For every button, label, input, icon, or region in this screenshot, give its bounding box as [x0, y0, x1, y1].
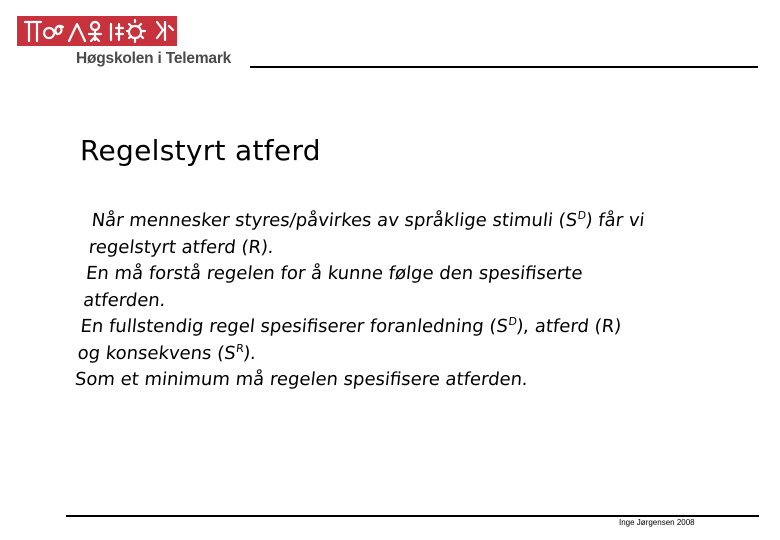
body-line-1: Når mennesker styres/påvirkes av språklige stimuli $(S^D)$ får vi: [90, 209, 646, 231]
header-divider: [250, 66, 758, 68]
body-line-2: regelstyrt atferd (R).: [87, 236, 275, 258]
body-line-6: og konsekvens $(S^R)$.: [76, 341, 258, 364]
footer-divider: [66, 515, 759, 517]
slide-title: Regelstyrt atferd: [80, 134, 321, 167]
body-line-4: atferden.: [82, 289, 167, 311]
slide-body: [74, 208, 733, 394]
body-line-5: En fullstendig regel spesifiserer foranledning $(S^D)$, atferd (R): [79, 315, 623, 337]
institution-name: Høgskolen i Telemark: [76, 50, 232, 67]
footer-credit: Inge Jørgensen 2008: [619, 518, 695, 527]
body-line-3: En må forstå regelen for å kunne følge den spesifiserte: [85, 263, 584, 284]
body-line-7: Som et minimum må regelen spesifisere atferden.: [73, 369, 529, 390]
telemark-petroglyph-logo-icon: [17, 16, 177, 46]
